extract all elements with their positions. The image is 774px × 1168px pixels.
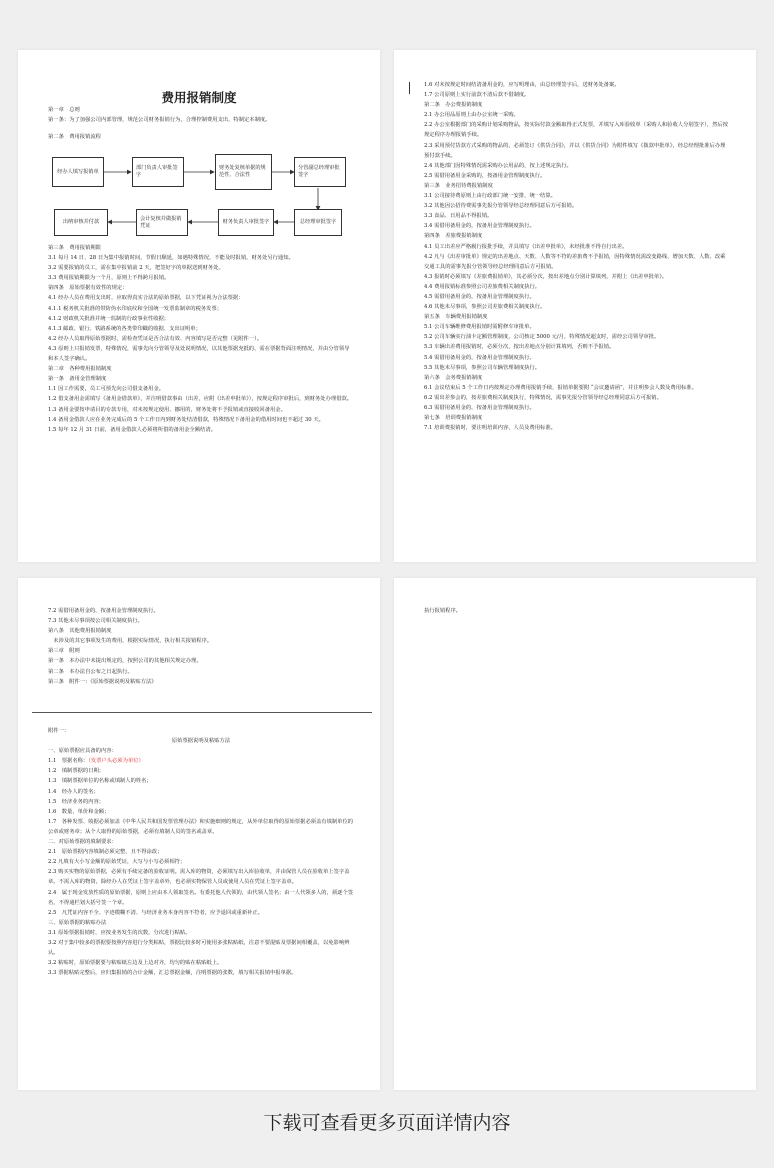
text-line: 6.1 会议结束后 5 个工作日内按规定办理费用报销手续，报销单据要附 “会议邀请函”，并注明参会人数及费用标准。	[424, 384, 697, 391]
text-line: 7.2 需借用备用金的，按备用金管理制度执行。	[48, 608, 159, 614]
text-line: 2.1 原始票据内容填制必须完整，且不得涂改；	[48, 849, 163, 856]
text-line: 1.6 对未按规定时间结清备用金的，应写明理由，由总经理签字后，送财务处备案。	[424, 82, 620, 88]
text-line: 未涉及的其它事项发生的费用，根据实际情况，执行相关报销程序。	[48, 638, 213, 645]
text-line: 第一条 本办法中未提出规定的，按照公司的其他相关规定办理。	[48, 658, 202, 665]
text-line: 3.1 公司接待费原则上由行政部门统一安排，统一结算。	[424, 193, 556, 200]
text-line: 1.5 经济业务的内容；	[48, 798, 105, 805]
text-line: 第三章 附则	[48, 648, 80, 655]
text-line: 1.1 因工作需要，员工可预先向公司借支备用金。	[48, 386, 165, 393]
text-line: 3.2 对于集中较多的票据要按照内容进行分类粘贴，票据比较多时可使用多张粘贴纸，注意不要混贴及票据间相覆盖，以免影响辨认。	[48, 939, 350, 957]
document-page-1	[18, 50, 380, 562]
text-line: 1.7 公司原则上实行前款不清后款不借制度。	[424, 92, 530, 99]
text-cursor	[409, 82, 410, 94]
text-line: 2.3 采用预付货款方式采购的物品的，必须签订《供货合同》，并以《供货合同》为附件填写《拨款申批单》，经总经理批准后办理预付款手续。	[424, 142, 726, 159]
text-line: 4.2 经办人员取得原始票据时，需检查凭证是否合法有效、内容填写是否完整（见附件一）。	[48, 335, 263, 342]
text-line: 3.1 每月 14 日、28 日为集中报销时间，节假日顺延，如遇特殊情况，不能及时报销，财务处另行通知。	[48, 255, 294, 262]
text-line: 1.2 填制票据的日期；	[48, 768, 105, 775]
text-line: 7.1 培训费报销时，要注明培训内容、人员及费用标准。	[424, 425, 556, 432]
text-line: 第五条 车辆费用报销制度	[424, 314, 488, 321]
invoice-title-note: （发票户头必须为单位）	[88, 758, 144, 765]
text-line: 2.3 购买实物的原始票据，必须有手续完备的验收证明。需入库的物资，必须填写出入库验收单，并由保管人员在验收单上签字盖章。不需入库的物资，除经办人在凭证上签字盖章外，也必须实物保管人员或使用人员在凭证上签字盖章。	[48, 869, 350, 886]
text-line: 4.3 原则上只报销发票，特殊情况，需事先向分管领导及处说明情况，以其他票据充抵的，需在票据背面注明情况，并由分管领导和本人签字确认。	[48, 345, 350, 363]
text-line: 5.5 其他未尽事项，参照公司车辆管理制度执行。	[424, 364, 541, 371]
text-line: 二、对原始票据的填制要求：	[48, 839, 117, 846]
page3-top	[48, 606, 354, 687]
text-line: 6.2 需出差参会的，按差旅费相关制度执行，特殊情况，需事先报分管领导经总经理同意后方可报销。	[424, 394, 662, 401]
text-line: 第三条 附件一：《原始票据说明及粘贴方法》	[48, 678, 157, 685]
text-line: 第三条 业务招待费报销制度	[424, 182, 493, 189]
flow-box-deputy-gm: 分管副总经理审批签字	[294, 157, 346, 187]
document-title: 费用报销制度	[161, 90, 237, 105]
text-line: 2.2 凡填有大小写金额的原始凭证，大写与小写必须相符；	[48, 859, 186, 866]
text-line: 1.3 备用金要按申请目的专款专用，对未按规定使用、挪用的，财务处将不予报销或直接收回备用金。	[48, 406, 286, 413]
text-line: 三、原始票据的粘贴办法	[48, 919, 107, 926]
text-line: 1.3 填制票据单位的名称或填制人的姓名；	[48, 778, 152, 785]
text-line: 5.4 需借用备用金的，按备用金管理制度执行。	[424, 354, 535, 361]
flow-box-gm: 总经理审批签字	[294, 209, 342, 236]
text-line: 3.2 粘贴时，原始票据要与粘贴纸左边及上边对齐，均匀的贴在粘贴纸上。	[48, 960, 223, 967]
text-line: 1.4 备用金借款人应在业务完成后的 5 个工作日内到财务处结清借款，特殊情况下备用金的借用时间也不超过 30 天。	[48, 416, 324, 423]
page1-body	[48, 243, 354, 435]
text-line: 4.2 凡与《出差审批单》规定的出差地点、天数、人数等不符的差旅费不予报销，因特殊情况需改变路线、增加天数、人数、改乘交通工具的需事先报分管领导经总经理同意后方可报销。	[424, 253, 726, 270]
text-line: 一、原始票据应具备的内容：	[48, 748, 117, 755]
text-line: 2.2 办公室根据部门的采购计划采购物品，按实际付款金额取得正式发票，并填写入库验收单（采购人和验收人分别签字），然后按规定程序办理报销手续。	[424, 122, 729, 139]
text-line: 1.2 借支备用金需填写《备用金借款单》，并注明借款事由（出差，应附《出差申批单》），按规定程序审批后，到财务处办理借款。	[48, 396, 353, 403]
text-line: 3.3 食品、日用品不得报销。	[424, 213, 493, 220]
text-line: 3.3 票据粘贴完整后，应归集报销的合计金额，汇总票据金额，注明票据的张数，填写相关报销申报单据。	[48, 970, 297, 977]
text-line: 3.1 原始票据报销时，应按业务发生的次数，分次进行粘贴。	[48, 929, 191, 936]
text-line: 第六条 会务费报销制度	[424, 374, 483, 381]
text-line: 第三条 费用报销期限	[48, 245, 101, 251]
text-line: 5.3 车辆出差费用报销时，必须分次，按出差地点分别计算填列，否则不予报销。	[424, 344, 615, 351]
text-line: 4.4 费用报销标准参照公司差旅费相关制度执行。	[424, 283, 541, 290]
download-more-caption: 下载可查看更多页面详情内容	[263, 1112, 511, 1134]
text-line: 4.5 需借用备用金的，按备用金管理制度执行。	[424, 293, 535, 300]
text-line: 2.5 需借用备用金采购的，按备用金管理制度执行。	[424, 172, 546, 179]
flow-box-accountant: 会计复核并做报销凭证	[136, 209, 188, 236]
document-page-2	[394, 50, 756, 562]
text-line: 执行报销程序。	[424, 608, 462, 614]
text-line: 4.1.2 财政机关批准并统一监制的行政事业性收据；	[48, 315, 170, 322]
text-line: 4.1 员工出差应严格履行报批手续，并具填写《出差申批单》，未经批准不得自行出差。	[424, 243, 628, 250]
text-line: 5.2 公司车辆实行油卡定额管理制度，公司核定 5000 元/月，特殊情况超支时，需经公司领导审批。	[424, 334, 660, 341]
appendix-title: 原始票据说明及粘贴方法	[171, 738, 231, 745]
text-line: 第二章 各种费用报销制度	[48, 366, 112, 373]
page2-body	[424, 80, 730, 433]
text-line: 2.4 其他部门因特殊情况需采购办公用品的，按上述规定执行。	[424, 162, 572, 169]
flow-heading: 第二条 费用报销流程	[48, 134, 101, 141]
flow-box-finance-review: 财务处复核单据的规范性、合法性	[215, 154, 272, 190]
document-page-4	[394, 578, 756, 1090]
text-line: 2.1 办公用品原则上由办公室统一采购。	[424, 112, 519, 119]
appendix-body	[48, 766, 354, 978]
text-line: 1.6 数量、单价和金额；	[48, 808, 110, 815]
section-divider	[32, 712, 372, 713]
text-line: 7.3 其他未尽事项按公司相关制度执行。	[48, 618, 143, 625]
text-line: 第四条 差旅费报销制度	[424, 233, 483, 240]
text-line: 4.1.3 邮政、银行、铁路系统的各类带印戳的收据、支出证明单；	[48, 325, 201, 332]
text-line: 2.5 凡凭证内容不全、字迹模糊不清、与经济业务本身内容不符者，应予退回或重新补正。	[48, 909, 264, 916]
text-line: 3.2 需要报销的员工，需在集中报销前 2 天，把签好字的单据送到财务处。	[48, 265, 224, 272]
text-line: 1.5 每年 12 月 31 日前，备用金借款人必须将所借的备用金全额结清。	[48, 426, 217, 433]
text-line: 2.4 属于现金发放性质的原始票据，原则上应由本人领取签名。有委托他人代领的，由代领人签名；由一人代领多人的，须逐个签名，不得通栏划大括号签一个章。	[48, 889, 354, 906]
document-page-3	[18, 578, 380, 1090]
text-line: 第八条 其他费用报销制度	[48, 628, 112, 635]
text-line: 4.3 报销时必须填写《差旅费报销单》，其必须分次，按出差地点分别计算填列，并附上《出差申批单》。	[424, 273, 668, 280]
text-line: 4.1 经办人员在费用支出时，应取得真实合法的原始票据，以下凭证视为合法票据：	[48, 295, 244, 302]
text-line: 1.7 各种发票、收据必须加盖《中华人民共和国发票管理办法》和实施细则的规定，从外单位取得的原始票据必须盖有填制单位的公章或财务章；从个人取得的原始票据，必须有填制人员的签名或盖章。	[48, 818, 354, 835]
text-line: 第四条 原始票据有效性的规定：	[48, 285, 128, 292]
text-line	[48, 756, 354, 766]
flow-box-finance-head: 财务负责人审批签字	[218, 209, 274, 236]
text-line-part: 1.1 票据名称：	[48, 758, 89, 765]
text-line: 4.6 其他未尽事项，参照公司差旅费相关制度执行。	[424, 304, 546, 311]
flow-box-applicant: 经办人填写报销单	[52, 157, 104, 187]
text-line: 3.3 费用报销期限为一个月，原则上不得跨月报销。	[48, 275, 170, 282]
text-line: 5.1 公司车辆维修费用报销时需附修车审批单。	[424, 324, 535, 331]
page4-body	[424, 606, 730, 616]
text-line: 第一条：为了加强公司内部管理，规范公司财务报销行为，合理控制费用支出，特制定本制度。	[48, 117, 271, 124]
appendix	[48, 726, 354, 978]
text-line: 第七条 培训费报销制度	[424, 415, 483, 422]
flow-box-cashier: 出纳审核并付款	[54, 209, 108, 236]
text-line: 4.1.1 税务机关批准的带防伪水印底纹和全国统一发票监制章的税务发票；	[48, 305, 223, 312]
text-line: 第二条 办公费报销制度	[424, 102, 483, 109]
appendix-label: 附件一：	[48, 728, 70, 734]
text-line: 6.3 需借用备用金的，按备用金管理制度执行。	[424, 405, 535, 411]
text-line: 第一条 备用金管理制度	[48, 376, 107, 383]
reimbursement-flowchart	[18, 50, 380, 260]
text-line: 第一章 总则	[48, 107, 80, 113]
text-line: 3.2 其他因公招待费需事先报分管领导经总经理同意后方可报销。	[424, 203, 578, 210]
flow-box-dept-head: 部门负责人审批签字	[132, 157, 184, 187]
text-line: 第二条 本办法自公布之日起执行。	[48, 668, 133, 675]
text-line: 3.4 需借用备用金的，按备用金管理制度执行。	[424, 223, 535, 230]
text-line: 1.4 经办人的签名；	[48, 788, 99, 795]
